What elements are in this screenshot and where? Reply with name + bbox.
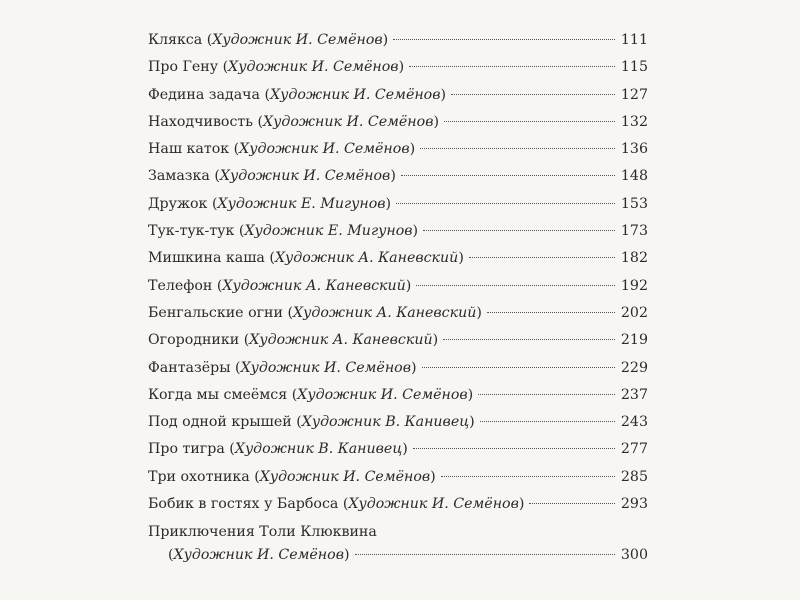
entry-artist: Художник А. Каневский <box>249 332 433 349</box>
entry-title: Находчивость (Художник И. Семёнов) <box>148 113 439 130</box>
entry-artist-wrap: (Художник И. Семёнов) <box>168 547 350 564</box>
toc-entry[interactable] <box>148 218 648 245</box>
toc-entry[interactable] <box>148 245 648 272</box>
entry-artist-line <box>148 544 648 566</box>
entry-title: Тук-тук-тук (Художник Е. Мигунов) <box>148 223 419 240</box>
entry-title: Мишкина каша (Художник А. Каневский) <box>148 250 464 267</box>
entry-title: Фантазёры (Художник И. Семёнов) <box>148 359 417 376</box>
dot-leader <box>355 554 616 555</box>
toc-entry[interactable] <box>148 163 648 190</box>
dot-leader <box>451 94 615 95</box>
entry-artist: Художник И. Семёнов <box>228 59 399 76</box>
entry-artist: Художник И. Семёнов <box>219 168 391 185</box>
entry-story-title: Замазка <box>148 168 210 185</box>
dot-leader <box>420 148 615 149</box>
entry-story-title: Под одной крышей <box>148 414 292 431</box>
entry-story-title: Фантазёры <box>148 359 231 376</box>
entry-story-title: Телефон <box>148 277 213 294</box>
toc-entry[interactable] <box>148 409 648 436</box>
entry-page-number: 243 <box>620 414 648 431</box>
entry-artist: Художник И. Семёнов <box>240 359 411 376</box>
entry-artist: Художник А. Каневский <box>222 277 406 294</box>
toc-entry[interactable] <box>148 491 648 518</box>
toc-entry[interactable] <box>148 436 648 463</box>
dot-leader <box>444 121 615 122</box>
entry-story-title: Клякса <box>148 32 203 48</box>
entry-page-number: 229 <box>620 359 648 376</box>
dot-leader <box>393 39 615 40</box>
dot-leader <box>487 312 615 313</box>
dot-leader <box>529 503 615 504</box>
toc-entry[interactable] <box>148 300 648 327</box>
entry-page-number: 237 <box>620 386 648 403</box>
entry-title: Наш каток (Художник И. Семёнов) <box>148 141 416 158</box>
entry-page-number: 202 <box>620 304 648 321</box>
toc-entry[interactable] <box>148 136 648 163</box>
toc-entry[interactable] <box>148 327 648 354</box>
dot-leader <box>396 203 615 204</box>
table-of-contents <box>148 27 648 566</box>
entry-story-title: Про Гену <box>148 59 219 76</box>
entry-title: Про тигра (Художник В. Канивец) <box>148 441 408 458</box>
entry-page-number: 127 <box>620 86 648 103</box>
entry-page-number: 173 <box>620 223 648 240</box>
dot-leader <box>422 367 615 368</box>
entry-title: Бобик в гостях у Барбоса (Художник И. Семёнов) <box>148 496 525 513</box>
entry-title: Бенгальские огни (Художник А. Каневский) <box>148 304 482 321</box>
entry-story-title: Огородники <box>148 332 240 349</box>
entry-title: Под одной крышей (Художник В. Канивец) <box>148 414 475 431</box>
entry-artist: Художник И. Семёнов <box>270 86 441 103</box>
entry-story-title: Когда мы смеёмся <box>148 386 288 403</box>
entry-title: Федина задача (Художник И. Семёнов) <box>148 86 447 103</box>
entry-artist: Художник А. Каневский <box>274 250 459 267</box>
entry-page-number: 285 <box>620 468 648 485</box>
entry-story-title: Дружок <box>148 195 208 212</box>
entry-story-title: Мишкина каша <box>148 250 265 267</box>
entry-artist: Художник В. Канивец <box>301 414 470 431</box>
dot-leader <box>443 339 615 340</box>
dot-leader <box>416 285 615 286</box>
entry-title: Телефон (Художник А. Каневский) <box>148 277 412 294</box>
entry-title: Клякса (Художник И. Семёнов) <box>148 32 389 48</box>
toc-entry[interactable] <box>148 273 648 300</box>
entry-artist: Художник И. Семёнов <box>297 386 468 403</box>
entry-artist: Художник И. Семёнов <box>173 547 344 564</box>
entry-artist: Художник И. Семёнов <box>239 141 410 158</box>
entry-story-title: Про тигра <box>148 441 225 458</box>
entry-title: Про Гену (Художник И. Семёнов) <box>148 59 405 76</box>
entry-story-title: Три охотника <box>148 468 250 485</box>
entry-title: Три охотника (Художник И. Семёнов) <box>148 468 436 485</box>
entry-artist: Художник И. Семёнов <box>212 32 383 48</box>
entry-artist: Художник Е. Мигунов <box>244 223 413 240</box>
entry-artist: Художник И. Семёнов <box>263 113 434 130</box>
toc-entry[interactable] <box>148 27 648 54</box>
entry-page-number: 192 <box>620 277 648 294</box>
entry-page-number: 300 <box>620 547 648 564</box>
dot-leader <box>469 257 615 258</box>
toc-entry[interactable] <box>148 382 648 409</box>
dot-leader <box>478 394 615 395</box>
entry-page-number: 148 <box>620 168 648 185</box>
entry-title: Огородники (Художник А. Каневский) <box>148 332 439 349</box>
entry-story-title: Бобик в гостях у Барбоса <box>148 496 339 513</box>
toc-entry-multiline[interactable] <box>148 520 648 566</box>
entry-page-number: 293 <box>620 496 648 513</box>
entry-page-number: 136 <box>620 141 648 158</box>
entry-page-number: 115 <box>620 59 648 76</box>
entry-page-number: 111 <box>620 32 648 48</box>
entry-page-number: 153 <box>620 195 648 212</box>
entry-story-title: Бенгальские огни <box>148 304 283 321</box>
entry-title: Замазка (Художник И. Семёнов) <box>148 168 396 185</box>
dot-leader <box>401 175 615 176</box>
dot-leader <box>409 66 615 67</box>
toc-entry[interactable] <box>148 82 648 109</box>
entry-page-number: 219 <box>620 332 648 349</box>
entry-artist: Художник А. Каневский <box>293 304 477 321</box>
entry-title: Дружок (Художник Е. Мигунов) <box>148 195 392 212</box>
entry-story-title: Приключения Толи Клюквина <box>148 524 377 541</box>
toc-entry[interactable] <box>148 191 648 218</box>
entry-page-number: 277 <box>620 441 648 458</box>
entry-artist: Художник В. Канивец <box>234 441 403 458</box>
entry-story-title: Находчивость <box>148 113 253 130</box>
dot-leader <box>413 448 615 449</box>
dot-leader <box>480 421 615 422</box>
toc-entry[interactable] <box>148 54 648 81</box>
dot-leader <box>423 230 615 231</box>
toc-entry[interactable] <box>148 109 648 136</box>
toc-entry[interactable] <box>148 355 648 382</box>
entry-title-line <box>148 520 648 544</box>
entry-page-number: 182 <box>620 250 648 267</box>
entry-artist: Художник И. Семёнов <box>259 468 431 485</box>
entry-story-title: Наш каток <box>148 141 230 158</box>
entry-page-number: 132 <box>620 113 648 130</box>
entry-artist: Художник Е. Мигунов <box>217 195 386 212</box>
entry-title: Когда мы смеёмся (Художник И. Семёнов) <box>148 386 474 403</box>
entry-story-title: Тук-тук-тук <box>148 223 235 240</box>
dot-leader <box>441 476 615 477</box>
toc-entry[interactable] <box>148 464 648 491</box>
entry-story-title: Федина задача <box>148 86 261 103</box>
entry-artist: Художник И. Семёнов <box>348 496 519 513</box>
